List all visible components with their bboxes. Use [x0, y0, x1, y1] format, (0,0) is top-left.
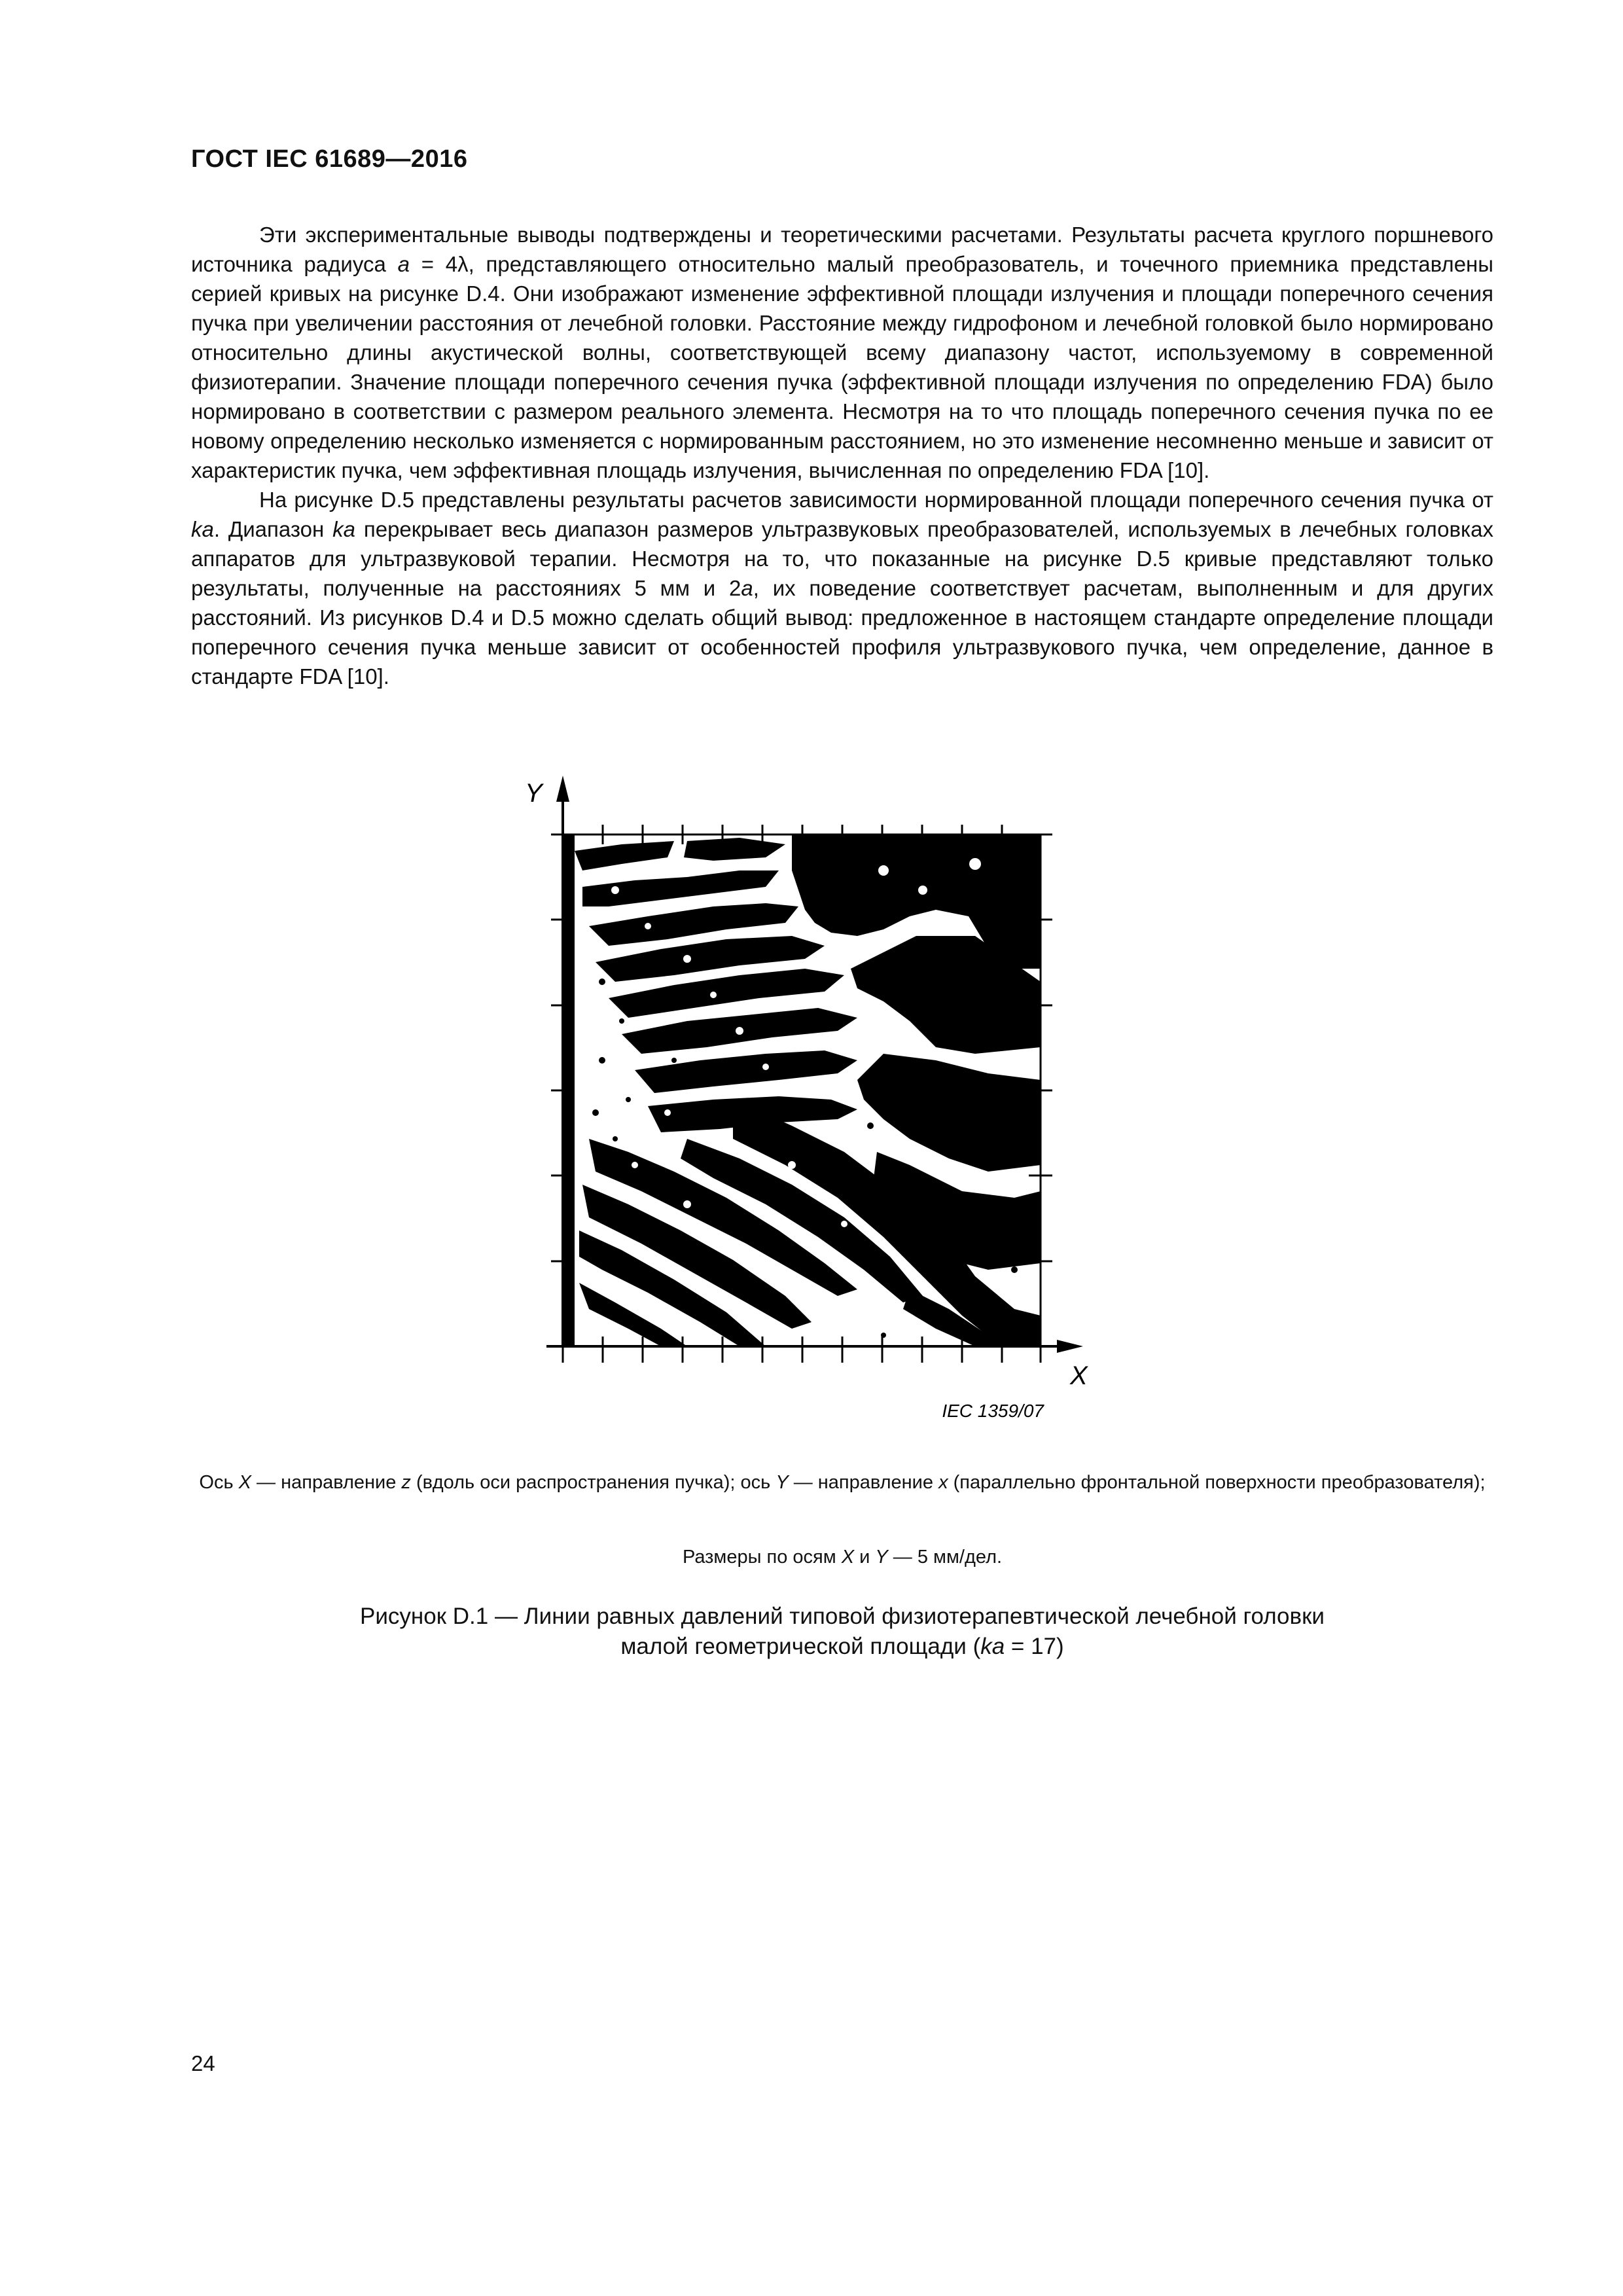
- paragraph-2-text-d: , их поведение соответствует расчетам, выполненным и для других расстояний. Из рисунков D.4 и D.5 можно сделать общий вывод: предложенное в настоящем стандарте определение площади поперечного сечения пучка меньше зависит от особенностей профиля ультразвукового пучка, чем определение, данное в стандарте FDA [10].: [191, 576, 1493, 689]
- caption-var: Y: [776, 1472, 789, 1493]
- variable-ka: ka: [332, 517, 355, 541]
- variable-a: a: [741, 576, 753, 600]
- page-number: 24: [191, 2051, 215, 2075]
- body-text: [191, 220, 1493, 691]
- variable-a: a: [397, 252, 410, 276]
- caption-text: (вдоль оси распространения пучка); ось: [410, 1472, 776, 1493]
- caption-text: = 17): [1005, 1634, 1064, 1659]
- x-axis-arrow: [1057, 1340, 1083, 1353]
- caption-var: X: [238, 1472, 251, 1493]
- paragraph-2-text-c: перекрывает весь диапазон размеров ультразвуковых преобразователей, используемых в лечебных головках аппаратов для ультразвуковой терапии. Несмотря на то, что показанные на рисунке D.5 кривые представляют только результаты, полученные на расстояниях 5 мм и 2: [191, 517, 1493, 600]
- paragraph-2: [191, 485, 1493, 691]
- caption-text: Ось: [199, 1472, 239, 1493]
- caption-text: (параллельно фронтальной поверхности преобразователя);: [948, 1472, 1486, 1493]
- caption-text: — направление: [251, 1472, 402, 1493]
- figure-source: IEC 1359/07: [942, 1401, 1044, 1421]
- paragraph-2-text-b: . Диапазон: [213, 517, 333, 541]
- isobar-plot: [517, 772, 1171, 1433]
- caption-text: — 5 мм/дел.: [887, 1547, 1003, 1568]
- caption-text: малой геометрической площади (: [620, 1634, 981, 1659]
- caption-var: z: [401, 1472, 411, 1493]
- caption-var: ka: [980, 1634, 1005, 1659]
- paragraph-2-text-a: На рисунке D.5 представлены результаты расчетов зависимости нормированной площади поперечного сечения пучка от: [259, 488, 1493, 512]
- y-axis-arrow: [556, 776, 569, 802]
- variable-ka: ka: [191, 517, 214, 541]
- caption-text: — направление: [788, 1472, 939, 1493]
- caption-text: и: [854, 1547, 876, 1568]
- document-header: ГОСТ IEC 61689—2016: [191, 145, 468, 173]
- caption-var: X: [841, 1547, 855, 1568]
- figure-title: [191, 1602, 1493, 1662]
- figure-title-line-1: Рисунок D.1 — Линии равных давлений типовой физиотерапевтической лечебной головки: [360, 1604, 1325, 1629]
- y-axis-label: Y: [525, 779, 543, 808]
- paragraph-1: [191, 220, 1493, 485]
- caption-var: Y: [875, 1547, 888, 1568]
- paragraph-1-text-b: = 4λ, представляющего относительно малый преобразователь, и точечного приемника представлены серией кривых на рисунке D.4. Они изображают изменение эффективной площади излучения и площади поперечного сечения пучка при увеличении расстояния от лечебной головки. Расстояние между гидрофоном и лечебной головкой было нормировано относительно длины акустической волны, соответствующей всему диапазону частот, используемому в современной физиотерапии. Значение площади поперечного сечения пучка (эффективной площади излучения по определению FDA) было нормировано в соответствии с размером реального элемента. Несмотря на то что площадь поперечного сечения пучка по ее новому определению несколько изменяется с нормированным расстоянием, но это изменение несомненно меньше и зависит от характеристик пучка, чем эффективная площадь излучения, вычисленная по определению FDA [10].: [191, 252, 1493, 482]
- caption-var: x: [938, 1472, 948, 1493]
- figure-scale-caption: [191, 1547, 1493, 1568]
- figure-title-line-2: [191, 1632, 1493, 1662]
- isobar-figure: [517, 772, 1171, 1433]
- figure-axes-caption: [191, 1471, 1493, 1494]
- pressure-contour-pattern: [563, 834, 1041, 1346]
- x-axis-label: X: [1070, 1361, 1088, 1390]
- caption-text: Размеры по осям: [682, 1547, 842, 1568]
- paragraph-1-text-a: Эти экспериментальные выводы подтверждены и теоретическими расчетами. Результаты расчета круглого поршневого источника радиуса: [191, 223, 1493, 276]
